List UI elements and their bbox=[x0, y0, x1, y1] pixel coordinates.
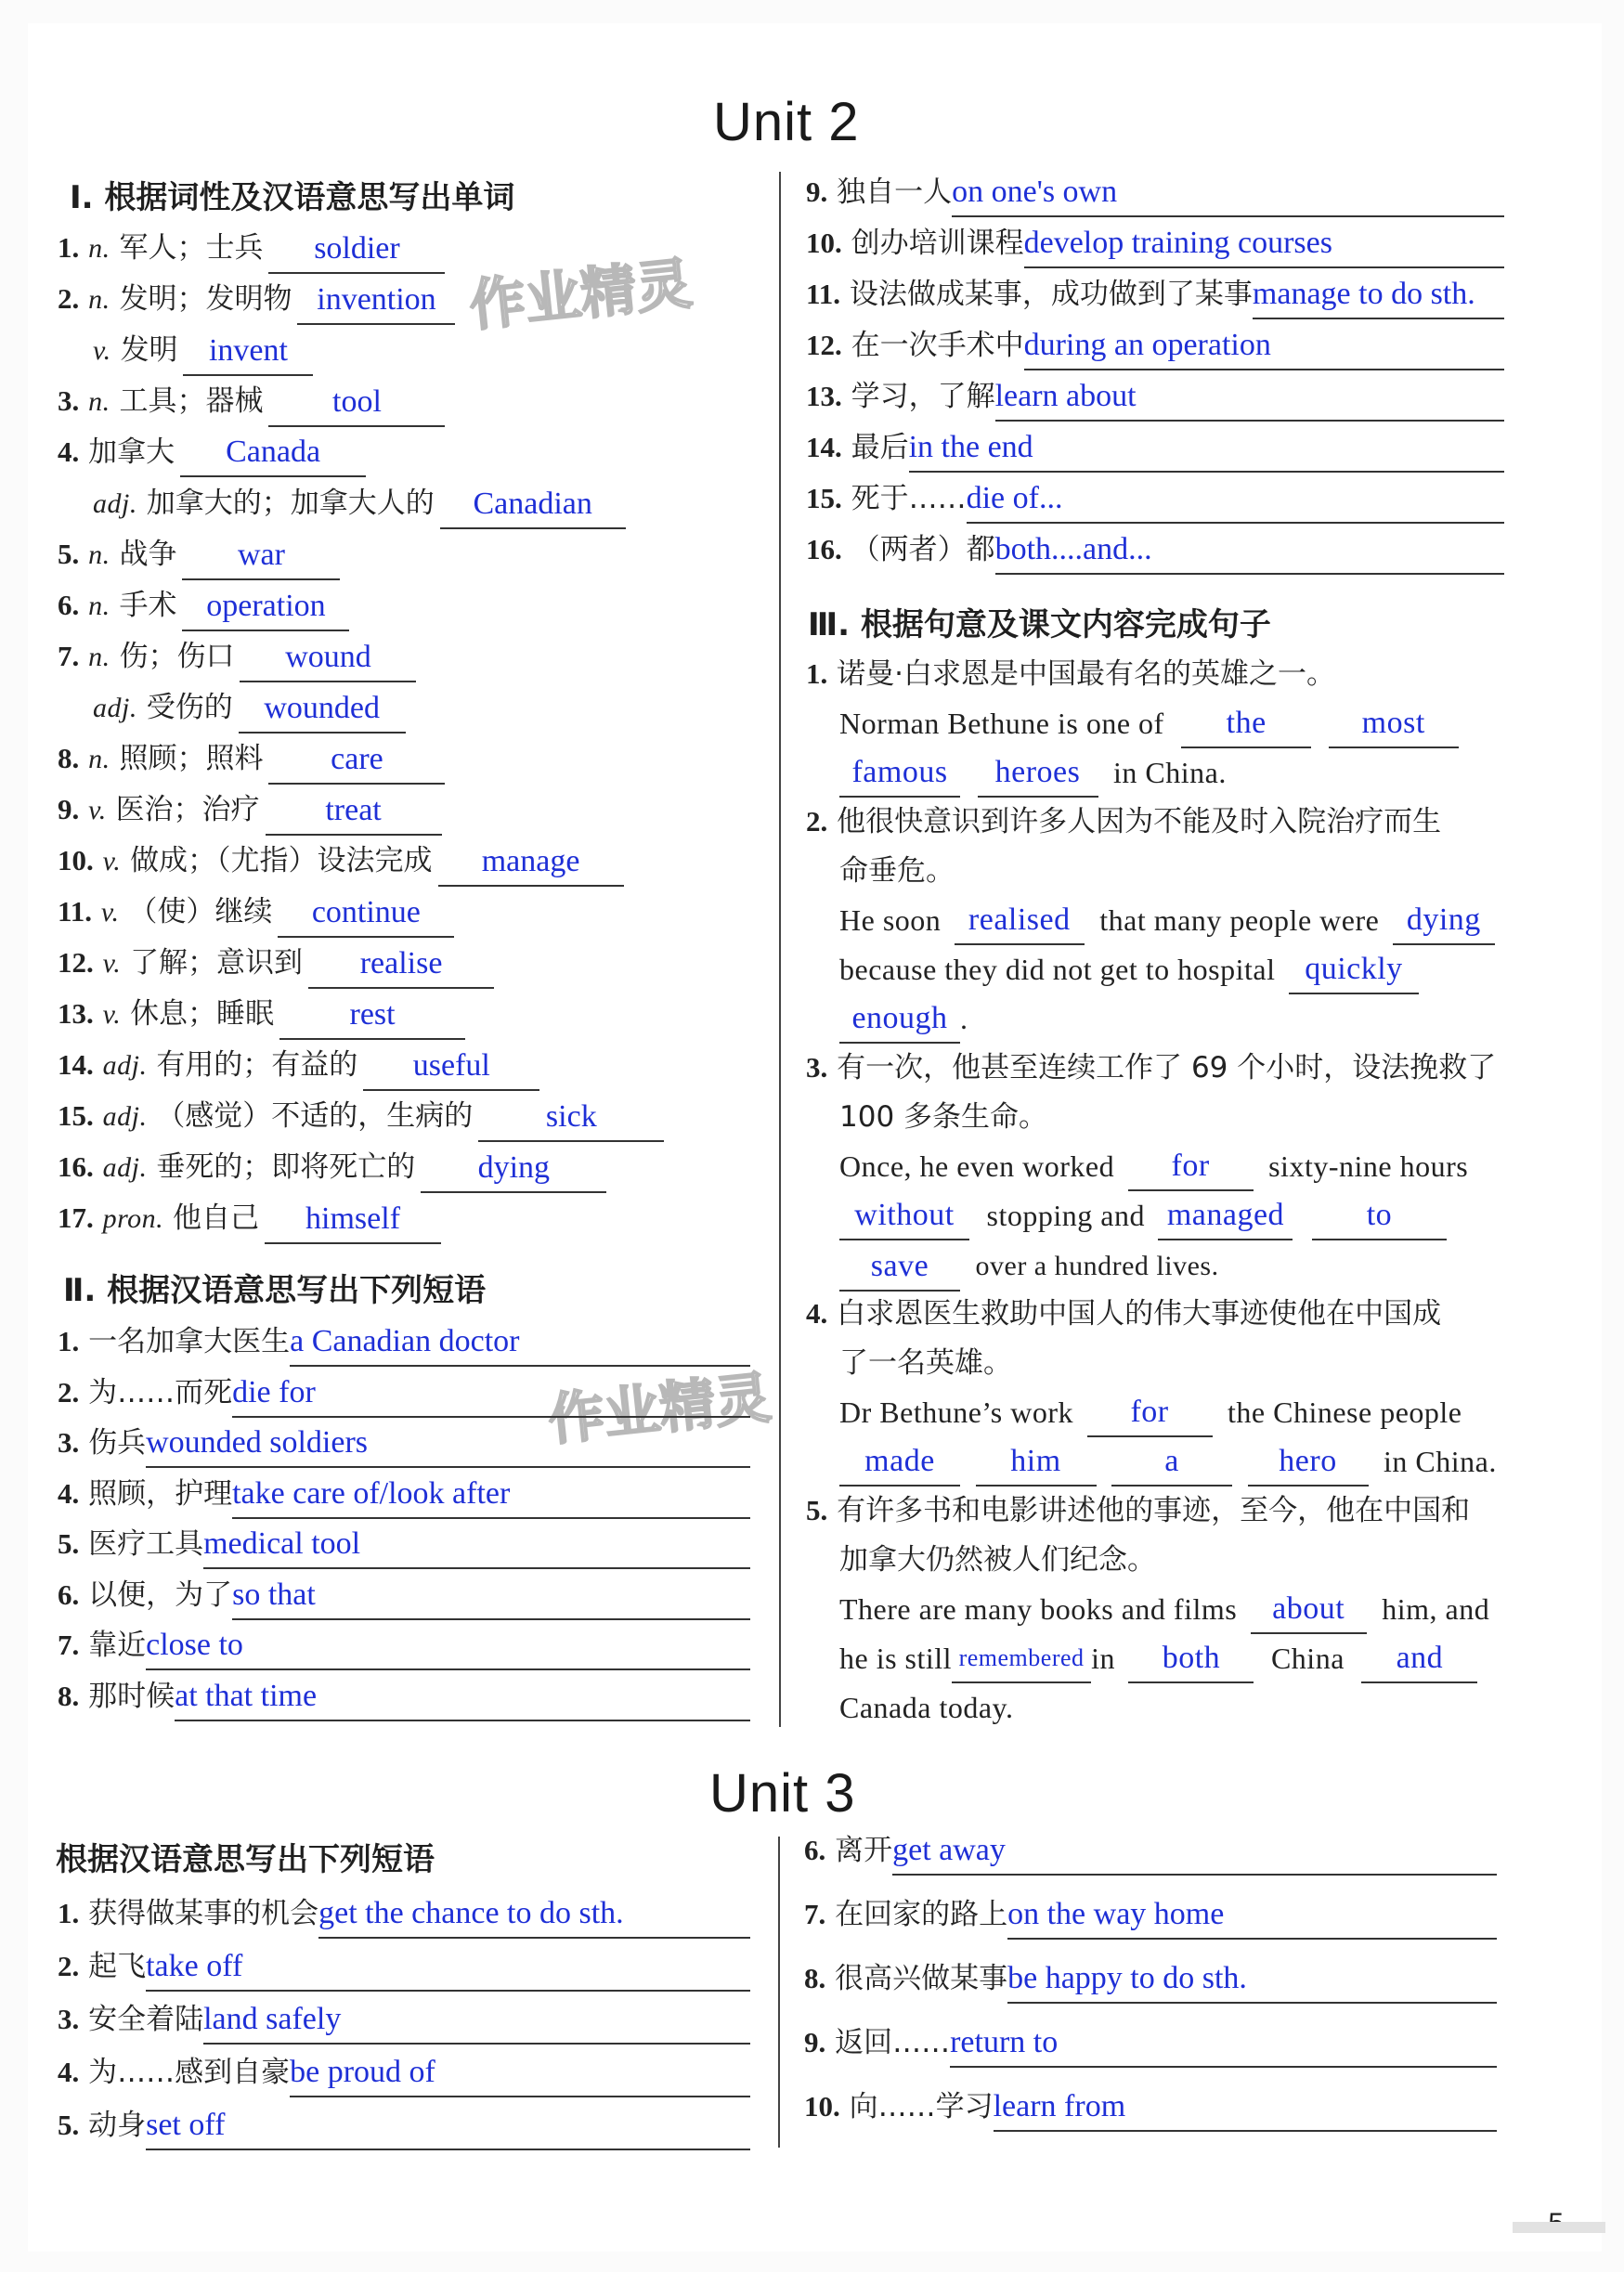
answer-blank: dying bbox=[1393, 897, 1495, 945]
answer-blank: sick bbox=[478, 1094, 664, 1142]
phrase-item bbox=[58, 2047, 750, 2097]
answer-line: both....and... bbox=[995, 526, 1504, 575]
answer-line: learn about bbox=[995, 373, 1504, 422]
item-number: 12. bbox=[58, 946, 94, 979]
phrase-item bbox=[806, 422, 1504, 473]
answer-line: wounded soldiers bbox=[146, 1420, 750, 1468]
chinese-meaning: 独自一人 bbox=[837, 175, 953, 209]
chinese-meaning: 战争 bbox=[119, 538, 177, 571]
vocab-item bbox=[93, 682, 406, 733]
item-number: 5. bbox=[58, 1527, 80, 1560]
part-of-speech: n. bbox=[88, 284, 110, 315]
item-number: 5. bbox=[58, 2109, 80, 2141]
answer-line: close to bbox=[146, 1622, 750, 1670]
chinese-meaning: 手术 bbox=[119, 589, 177, 622]
phrase-item bbox=[58, 1317, 750, 1367]
answer-blank: for bbox=[1128, 1143, 1254, 1191]
page-decoration bbox=[1513, 2222, 1605, 2233]
chinese-meaning: 医疗工具 bbox=[88, 1527, 204, 1561]
vocab-item bbox=[58, 989, 465, 1039]
watermark: 作业精灵 bbox=[466, 251, 695, 340]
item-number: 3. bbox=[58, 2003, 80, 2035]
item-number: 3. bbox=[58, 1426, 80, 1459]
chinese-meaning: 伤；伤口 bbox=[119, 640, 235, 673]
chinese-meaning: 加拿大 bbox=[88, 435, 175, 469]
q1-line-2: famous heroes in China. bbox=[839, 747, 1227, 798]
item-number: 6. bbox=[58, 589, 80, 621]
chinese-meaning: 死于…… bbox=[851, 482, 967, 515]
chinese-meaning: 最后 bbox=[851, 431, 909, 464]
item-number: 11. bbox=[58, 895, 93, 928]
chinese-meaning: 他自己 bbox=[173, 1201, 260, 1235]
answer-line: get the chance to do sth. bbox=[318, 1890, 750, 1939]
chinese-meaning: 为……感到自豪 bbox=[88, 2056, 291, 2089]
chinese-meaning: 为……而死 bbox=[88, 1375, 233, 1409]
item-number: 14. bbox=[806, 431, 842, 463]
phrase-item bbox=[58, 1368, 750, 1418]
q4-line-2: made him a hero in China. bbox=[839, 1436, 1497, 1487]
chinese-meaning: 很高兴做某事 bbox=[835, 1962, 1008, 1995]
item-number: 14. bbox=[58, 1048, 94, 1081]
section-1-title: Ⅰ. 根据词性及汉语意思写出单词 bbox=[70, 179, 515, 216]
vocab-item bbox=[58, 580, 349, 630]
phrase-item bbox=[58, 1469, 750, 1519]
phrase-item bbox=[806, 320, 1504, 370]
vocab-item bbox=[58, 1091, 664, 1141]
vocab-item bbox=[58, 631, 416, 682]
chinese-meaning: 休息；睡眠 bbox=[130, 997, 275, 1031]
answer-blank: remembered bbox=[952, 1635, 1091, 1683]
item-number: 16. bbox=[58, 1150, 94, 1183]
phrase-item bbox=[58, 1889, 750, 1939]
unit-3-title: Unit 3 bbox=[709, 1763, 856, 1824]
vocab-item bbox=[93, 325, 313, 375]
q2-line-1: He soon realised that many people were dying bbox=[839, 895, 1495, 945]
answer-blank: rest bbox=[279, 992, 465, 1040]
q1-line-1: Norman Bethune is one of the most bbox=[839, 698, 1459, 748]
vocab-item bbox=[58, 785, 442, 835]
section-2-title: Ⅱ. 根据汉语意思写出下列短语 bbox=[63, 1272, 487, 1309]
answer-blank: continue bbox=[278, 889, 454, 938]
part-of-speech: v. bbox=[100, 897, 120, 928]
item-number: 1. bbox=[58, 231, 80, 264]
phrase-item bbox=[806, 167, 1504, 217]
item-number: 10. bbox=[804, 2090, 840, 2123]
item-number: 6. bbox=[804, 1834, 826, 1866]
item-number: 7. bbox=[804, 1898, 826, 1930]
question-3-cont: 100 多条生命。 bbox=[839, 1100, 1048, 1134]
answer-blank: famous bbox=[839, 749, 960, 798]
answer-blank: enough bbox=[839, 995, 960, 1044]
column-divider bbox=[779, 172, 781, 1727]
answer-line: set off bbox=[146, 2102, 750, 2150]
answer-blank: manage bbox=[438, 838, 624, 887]
part-of-speech: v. bbox=[102, 846, 122, 876]
item-number: 15. bbox=[806, 482, 842, 514]
part-of-speech: v. bbox=[102, 999, 122, 1030]
part-of-speech: adj. bbox=[102, 1101, 148, 1132]
vocab-item bbox=[58, 223, 445, 273]
chinese-meaning: （使）继续 bbox=[128, 895, 273, 928]
phrase-item bbox=[58, 2100, 750, 2150]
answer-blank: without bbox=[839, 1192, 969, 1240]
q5-line-1: There are many books and films about him, and bbox=[839, 1584, 1489, 1634]
answer-line: at that time bbox=[175, 1673, 750, 1721]
phrase-item bbox=[804, 1889, 1497, 1940]
answer-blank: save bbox=[839, 1243, 960, 1292]
item-number: 13. bbox=[806, 380, 842, 412]
part-of-speech: n. bbox=[88, 233, 110, 264]
chinese-meaning: 设法做成某事，成功做到了某事 bbox=[849, 278, 1253, 311]
question-5-cont: 加拿大仍然被人们纪念。 bbox=[839, 1543, 1156, 1577]
item-number: 3. bbox=[58, 384, 80, 417]
item-number: 7. bbox=[58, 1629, 80, 1661]
item-number: 9. bbox=[806, 175, 828, 208]
chinese-meaning: 垂死的；即将死亡的 bbox=[156, 1150, 416, 1184]
chinese-meaning: 创办培训课程 bbox=[851, 227, 1024, 260]
part-of-speech: n. bbox=[88, 642, 110, 672]
chinese-meaning: 做成；（尤指）设法完成 bbox=[130, 844, 433, 877]
question-4-cont: 了一名英雄。 bbox=[839, 1346, 1012, 1380]
item-number: 7. bbox=[58, 640, 80, 672]
chinese-meaning: 靠近 bbox=[88, 1629, 147, 1662]
answer-line: learn from bbox=[994, 2084, 1497, 2132]
answer-blank: invent bbox=[183, 328, 313, 376]
phrase-item bbox=[806, 269, 1504, 319]
answer-line: so that bbox=[232, 1572, 750, 1620]
vocab-item bbox=[93, 478, 626, 528]
chinese-meaning: 受伤的 bbox=[146, 691, 233, 724]
part-of-speech: n. bbox=[88, 539, 110, 570]
item-number: 4. bbox=[58, 1476, 80, 1510]
answer-blank: him bbox=[976, 1438, 1097, 1487]
vocab-item bbox=[58, 376, 445, 426]
phrase-item bbox=[58, 1418, 750, 1468]
item-number: 4. bbox=[58, 2056, 80, 2088]
part-of-speech: v. bbox=[102, 948, 122, 979]
item-number: 9. bbox=[58, 793, 80, 825]
answer-blank: managed bbox=[1158, 1192, 1293, 1240]
question-1: 1. 诺曼·白求恩是中国最有名的英雄之一。 bbox=[806, 657, 1335, 691]
chinese-meaning: 向……学习 bbox=[849, 2090, 994, 2123]
column-divider-unit-3 bbox=[778, 1837, 780, 2148]
phrase-item bbox=[804, 2018, 1497, 2068]
item-number: 2. bbox=[58, 1375, 80, 1409]
answer-blank: wound bbox=[240, 634, 416, 682]
chinese-meaning: （感觉）不适的，生病的 bbox=[156, 1099, 474, 1133]
phrase-item bbox=[58, 1570, 750, 1620]
chinese-meaning: 工具；器械 bbox=[119, 384, 264, 418]
q3-line-3: save over a hundred lives. bbox=[839, 1240, 1219, 1290]
answer-blank: war bbox=[182, 532, 340, 580]
item-number: 1. bbox=[58, 1325, 80, 1357]
q5-line-3: Canada today. bbox=[839, 1691, 1014, 1724]
answer-line: medical tool bbox=[203, 1521, 750, 1569]
chinese-meaning: （两者）都 bbox=[851, 533, 995, 566]
chinese-meaning: 安全着陆 bbox=[88, 2003, 204, 2036]
answer-blank: the bbox=[1181, 700, 1311, 748]
answer-blank: himself bbox=[265, 1196, 441, 1244]
phrase-item bbox=[58, 1620, 750, 1670]
q4-line-1: Dr Bethune’s work for the Chinese people bbox=[839, 1387, 1462, 1437]
vocab-item bbox=[58, 938, 494, 988]
chinese-meaning: 学习，了解 bbox=[851, 380, 995, 413]
part-of-speech: n. bbox=[88, 744, 110, 774]
answer-blank: realised bbox=[955, 897, 1085, 945]
chinese-meaning: 在回家的路上 bbox=[835, 1898, 1008, 1931]
answer-line: die for bbox=[232, 1370, 750, 1418]
part-of-speech: pron. bbox=[102, 1203, 164, 1234]
chinese-meaning: 发明；发明物 bbox=[119, 282, 292, 316]
part-of-speech: adj. bbox=[102, 1152, 148, 1183]
answer-blank: realise bbox=[308, 941, 494, 989]
chinese-meaning: 有用的；有益的 bbox=[156, 1048, 358, 1082]
question-2-cont: 命垂危。 bbox=[839, 854, 955, 888]
chinese-meaning: 在一次手术中 bbox=[851, 329, 1024, 362]
item-number: 11. bbox=[806, 278, 841, 310]
unit-2-title: Unit 2 bbox=[713, 92, 860, 152]
chinese-meaning: 一名加拿大医生 bbox=[88, 1325, 291, 1358]
item-number: 9. bbox=[804, 2026, 826, 2058]
chinese-meaning: 医治；治疗 bbox=[115, 793, 260, 826]
answer-blank: made bbox=[839, 1438, 960, 1487]
answer-blank: wounded bbox=[239, 685, 406, 734]
item-number: 8. bbox=[58, 1679, 80, 1712]
answer-blank: Canada bbox=[180, 429, 366, 477]
answer-blank: both bbox=[1128, 1635, 1254, 1683]
part-of-speech: v. bbox=[88, 795, 107, 825]
q5-line-2: he is still remembered in both China and bbox=[839, 1633, 1477, 1683]
phrase-item bbox=[806, 371, 1504, 422]
chinese-meaning: 以便，为了 bbox=[88, 1577, 233, 1612]
part-of-speech: adj. bbox=[93, 693, 137, 723]
item-number: 8. bbox=[58, 742, 80, 774]
q2-line-3: enough . bbox=[839, 993, 968, 1044]
item-number: 10. bbox=[58, 844, 94, 876]
item-number: 6. bbox=[58, 1577, 80, 1611]
answer-line: be proud of bbox=[290, 2049, 750, 2097]
phrase-item bbox=[806, 525, 1504, 575]
item-number: 10. bbox=[806, 227, 842, 259]
answer-blank: operation bbox=[182, 583, 349, 631]
answer-line: on the way home bbox=[1007, 1891, 1497, 1940]
phrase-item bbox=[58, 1519, 750, 1569]
phrase-item bbox=[806, 474, 1504, 524]
item-number: 15. bbox=[58, 1099, 94, 1132]
chinese-meaning: 照顾，护理 bbox=[88, 1476, 233, 1511]
chinese-meaning: 动身 bbox=[88, 2109, 147, 2142]
answer-line: a Canadian doctor bbox=[290, 1318, 750, 1367]
chinese-meaning: 照顾；照料 bbox=[119, 742, 264, 775]
answer-line: land safely bbox=[203, 1996, 750, 2045]
answer-blank: a bbox=[1111, 1438, 1232, 1487]
question-5: 5. 有许多书和电影讲述他的事迹，至今，他在中国和 bbox=[806, 1494, 1471, 1527]
answer-blank: Canadian bbox=[440, 481, 626, 529]
answer-line: during an operation bbox=[1024, 322, 1504, 370]
answer-line: manage to do sth. bbox=[1253, 271, 1504, 319]
chinese-meaning: 军人；士兵 bbox=[119, 231, 264, 265]
phrase-item bbox=[58, 1941, 750, 1992]
answer-blank: quickly bbox=[1289, 946, 1419, 994]
vocab-item bbox=[58, 529, 340, 579]
item-number: 13. bbox=[58, 997, 94, 1030]
phrase-item bbox=[806, 218, 1504, 268]
item-number: 1. bbox=[58, 1897, 80, 1929]
phrase-item bbox=[804, 1825, 1497, 1876]
item-number: 16. bbox=[806, 533, 842, 565]
item-number: 12. bbox=[806, 329, 842, 361]
question-4: 4. 白求恩医生救助中国人的伟大事迹使他在中国成 bbox=[806, 1297, 1442, 1331]
item-number: 17. bbox=[58, 1201, 94, 1234]
answer-line: in the end bbox=[909, 424, 1504, 473]
vocab-item bbox=[58, 427, 366, 477]
question-3: 3. 有一次，他甚至连续工作了 69 个小时，设法挽救了 bbox=[806, 1051, 1497, 1084]
item-number: 4. bbox=[58, 435, 80, 468]
answer-line: be happy to do sth. bbox=[1007, 1955, 1497, 2004]
answer-blank: to bbox=[1312, 1192, 1447, 1240]
q3-line-1: Once, he even worked for sixty-nine hours bbox=[839, 1141, 1468, 1191]
answer-blank: care bbox=[268, 736, 445, 785]
vocab-item bbox=[58, 1193, 441, 1243]
chinese-meaning: 获得做某事的机会 bbox=[88, 1897, 319, 1930]
chinese-meaning: 了解；意识到 bbox=[130, 946, 304, 980]
phrase-item bbox=[804, 2082, 1497, 2132]
answer-blank: about bbox=[1251, 1586, 1367, 1634]
q2-line-2: because they did not get to hospital quickly bbox=[839, 944, 1419, 994]
chinese-meaning: 返回…… bbox=[835, 2026, 951, 2059]
vocab-item bbox=[58, 1142, 606, 1192]
part-of-speech: adj. bbox=[102, 1050, 148, 1081]
answer-blank: useful bbox=[363, 1043, 539, 1091]
item-number: 8. bbox=[804, 1962, 826, 1994]
part-of-speech: n. bbox=[88, 591, 110, 621]
answer-blank: most bbox=[1329, 700, 1459, 748]
section-3-title: Ⅲ. 根据句意及课文内容完成句子 bbox=[808, 606, 1271, 643]
vocab-item bbox=[58, 1040, 539, 1090]
phrase-item bbox=[804, 1954, 1497, 2004]
chinese-meaning: 发明 bbox=[120, 333, 178, 367]
vocab-item bbox=[58, 887, 454, 937]
answer-blank: hero bbox=[1248, 1438, 1369, 1487]
answer-blank: for bbox=[1087, 1389, 1213, 1437]
answer-blank: dying bbox=[421, 1145, 606, 1193]
chinese-meaning: 那时候 bbox=[88, 1679, 175, 1713]
part-of-speech: adj. bbox=[93, 488, 137, 519]
watermark: 作业精灵 bbox=[545, 1365, 774, 1454]
answer-line: take care of/look after bbox=[232, 1471, 750, 1519]
chinese-meaning: 离开 bbox=[835, 1834, 893, 1867]
phrase-item bbox=[58, 1671, 750, 1721]
answer-line: get away bbox=[892, 1827, 1497, 1876]
vocab-item bbox=[58, 734, 445, 784]
answer-line: develop training courses bbox=[1024, 220, 1504, 268]
part-of-speech: n. bbox=[88, 386, 110, 417]
answer-line: die of... bbox=[967, 475, 1504, 524]
phrase-item bbox=[58, 1994, 750, 2045]
answer-blank: treat bbox=[266, 787, 442, 836]
answer-line: on one's own bbox=[952, 169, 1504, 217]
vocab-item bbox=[58, 836, 624, 886]
question-2: 2. 他很快意识到许多人因为不能及时入院治疗而生 bbox=[806, 805, 1442, 838]
answer-line: take off bbox=[146, 1943, 750, 1992]
chinese-meaning: 伤兵 bbox=[88, 1426, 147, 1460]
answer-blank: heroes bbox=[978, 749, 1098, 798]
item-number: 5. bbox=[58, 538, 80, 570]
answer-blank: invention bbox=[297, 277, 455, 325]
answer-blank: tool bbox=[268, 379, 445, 427]
chinese-meaning: 起飞 bbox=[88, 1950, 147, 1983]
item-number: 2. bbox=[58, 282, 80, 315]
vocab-item bbox=[58, 274, 455, 324]
answer-line: return to bbox=[950, 2019, 1497, 2068]
answer-blank: and bbox=[1361, 1635, 1477, 1683]
answer-blank: soldier bbox=[268, 226, 445, 274]
item-number: 2. bbox=[58, 1950, 80, 1982]
unit-3-section-title: 根据汉语意思写出下列短语 bbox=[56, 1841, 435, 1878]
part-of-speech: v. bbox=[93, 335, 111, 366]
q3-line-2: without stopping and managed to bbox=[839, 1190, 1447, 1240]
chinese-meaning: 加拿大的；加拿大人的 bbox=[146, 487, 435, 520]
